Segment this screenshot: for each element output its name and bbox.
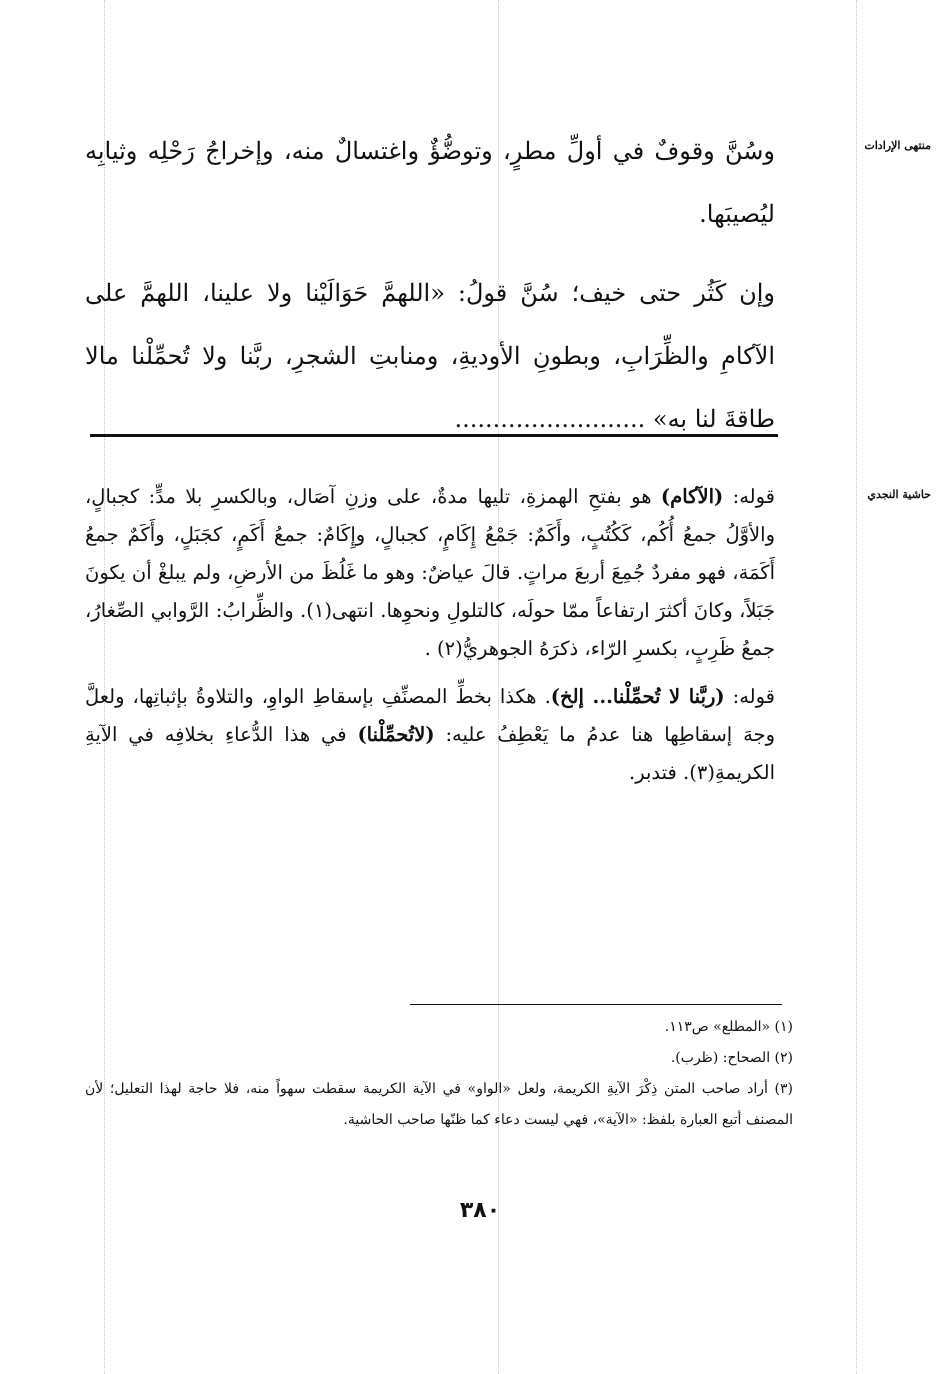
footnote-separator-rule [410,1004,782,1005]
commentary-keyword: (ربَّنا لا تُحمِّلْنا... إلخ) [550,685,725,708]
commentary-keyword: (الآكام) [660,485,724,508]
commentary-paragraph [85,478,775,668]
main-paragraph: وإن كَثُر حتى خيف؛ سُنَّ قولُ: «اللهمَّ حَوَالَيْنا ولا علينا، اللهمَّ على الآكامِ والظِّرَابِ، وبطونِ الأوديةِ، ومنابتِ الشجرِ، ربَّنا ولا تُحمِّلْنا مالا طاقةَ لنا به» ......................... [85,279,775,433]
footnotes [85,1012,793,1136]
main-separator-rule [90,434,778,437]
commentary-body: في هذا الدُّعاءِ بخلافِه في الآيةِ الكريمةِ(٣). فتدبر. [85,723,775,784]
commentary-keyword: (لاتُحمِّلْنا) [357,723,435,746]
footnote-3: (٣) أراد صاحب المتن ذِكْرَ الآيةِ الكريمة، ولعل «الواو» في الآية الكريمة سقطت سهواً منه، فلا حاجة لهذا التعليل؛ لأن المصنف أتبع العبارة بلفظ: «الآية»، فهي ليست دعاء كما ظنّها صاحب الحاشية. [85,1081,793,1128]
commentary-paragraph [85,678,775,792]
commentary-body: هو بفتحِ الهمزةِ، تليها مدةٌ، على وزنِ آصَال، وبالكسرِ بلا مدٍّ: كجبالٍ، والأوَّلُ جمعُ أُكُم، كَكُتُبٍ، وأَكَمٌ: جَمْعُ إِكَامٍ، كجبالٍ، وإِكَامٌ: جمعُ أَكَمٍ، كجَبَلٍ، وأَكَمٌ جمعُ أَكَمَة، فهو مفردٌ جُمِعَ أربعَ مراتٍ. قالَ عياضٌ: وهو ما غَلُظَ من الأرضِ، ولم يبلغْ أن يكونَ جَبَلاً، وكانَ أكثرَ ارتفاعاً ممّا حولَه، كالتلولِ ونحوِها. انتهى(١). والظِّرابُ: الرَّوابي الصِّغارُ، جمعُ ظَرِبٍ، بكسرِ الرّاء، ذكرَهُ الجوهريُّ(٢) . [85,485,775,660]
side-label-matn: منتهى الإرادات [864,139,931,152]
commentary-intro: قوله: [724,685,775,708]
main-text [85,120,775,451]
commentary-intro: قوله: [723,485,775,508]
scan-dotted-line [856,0,857,1374]
commentary-text [85,478,775,792]
commentary-body: . هكذا بخطِّ المصنِّفِ بإسقاطِ الواوِ، والتلاوةُ بإثباتِها، ولعلَّ وجهَ إسقاطِها هنا عدمُ ما يَعْطِفُ عليه: [85,685,775,746]
main-paragraph: وسُنَّ وقوفٌ في أولِّ مطرٍ، وتوضُّؤٌ واغتسالٌ منه، وإخراجُ رَحْلِه وثيابِه ليُصيبَها. [85,137,775,228]
footnote-1: (١) «المطلع» ص١١٣. [664,1019,793,1035]
page-number: ٣٨٠ [459,1198,501,1223]
footnote-2: (٢) الصحاح: (ظرب). [670,1050,793,1066]
side-label-hashiya: حاشية النجدي [867,488,931,501]
